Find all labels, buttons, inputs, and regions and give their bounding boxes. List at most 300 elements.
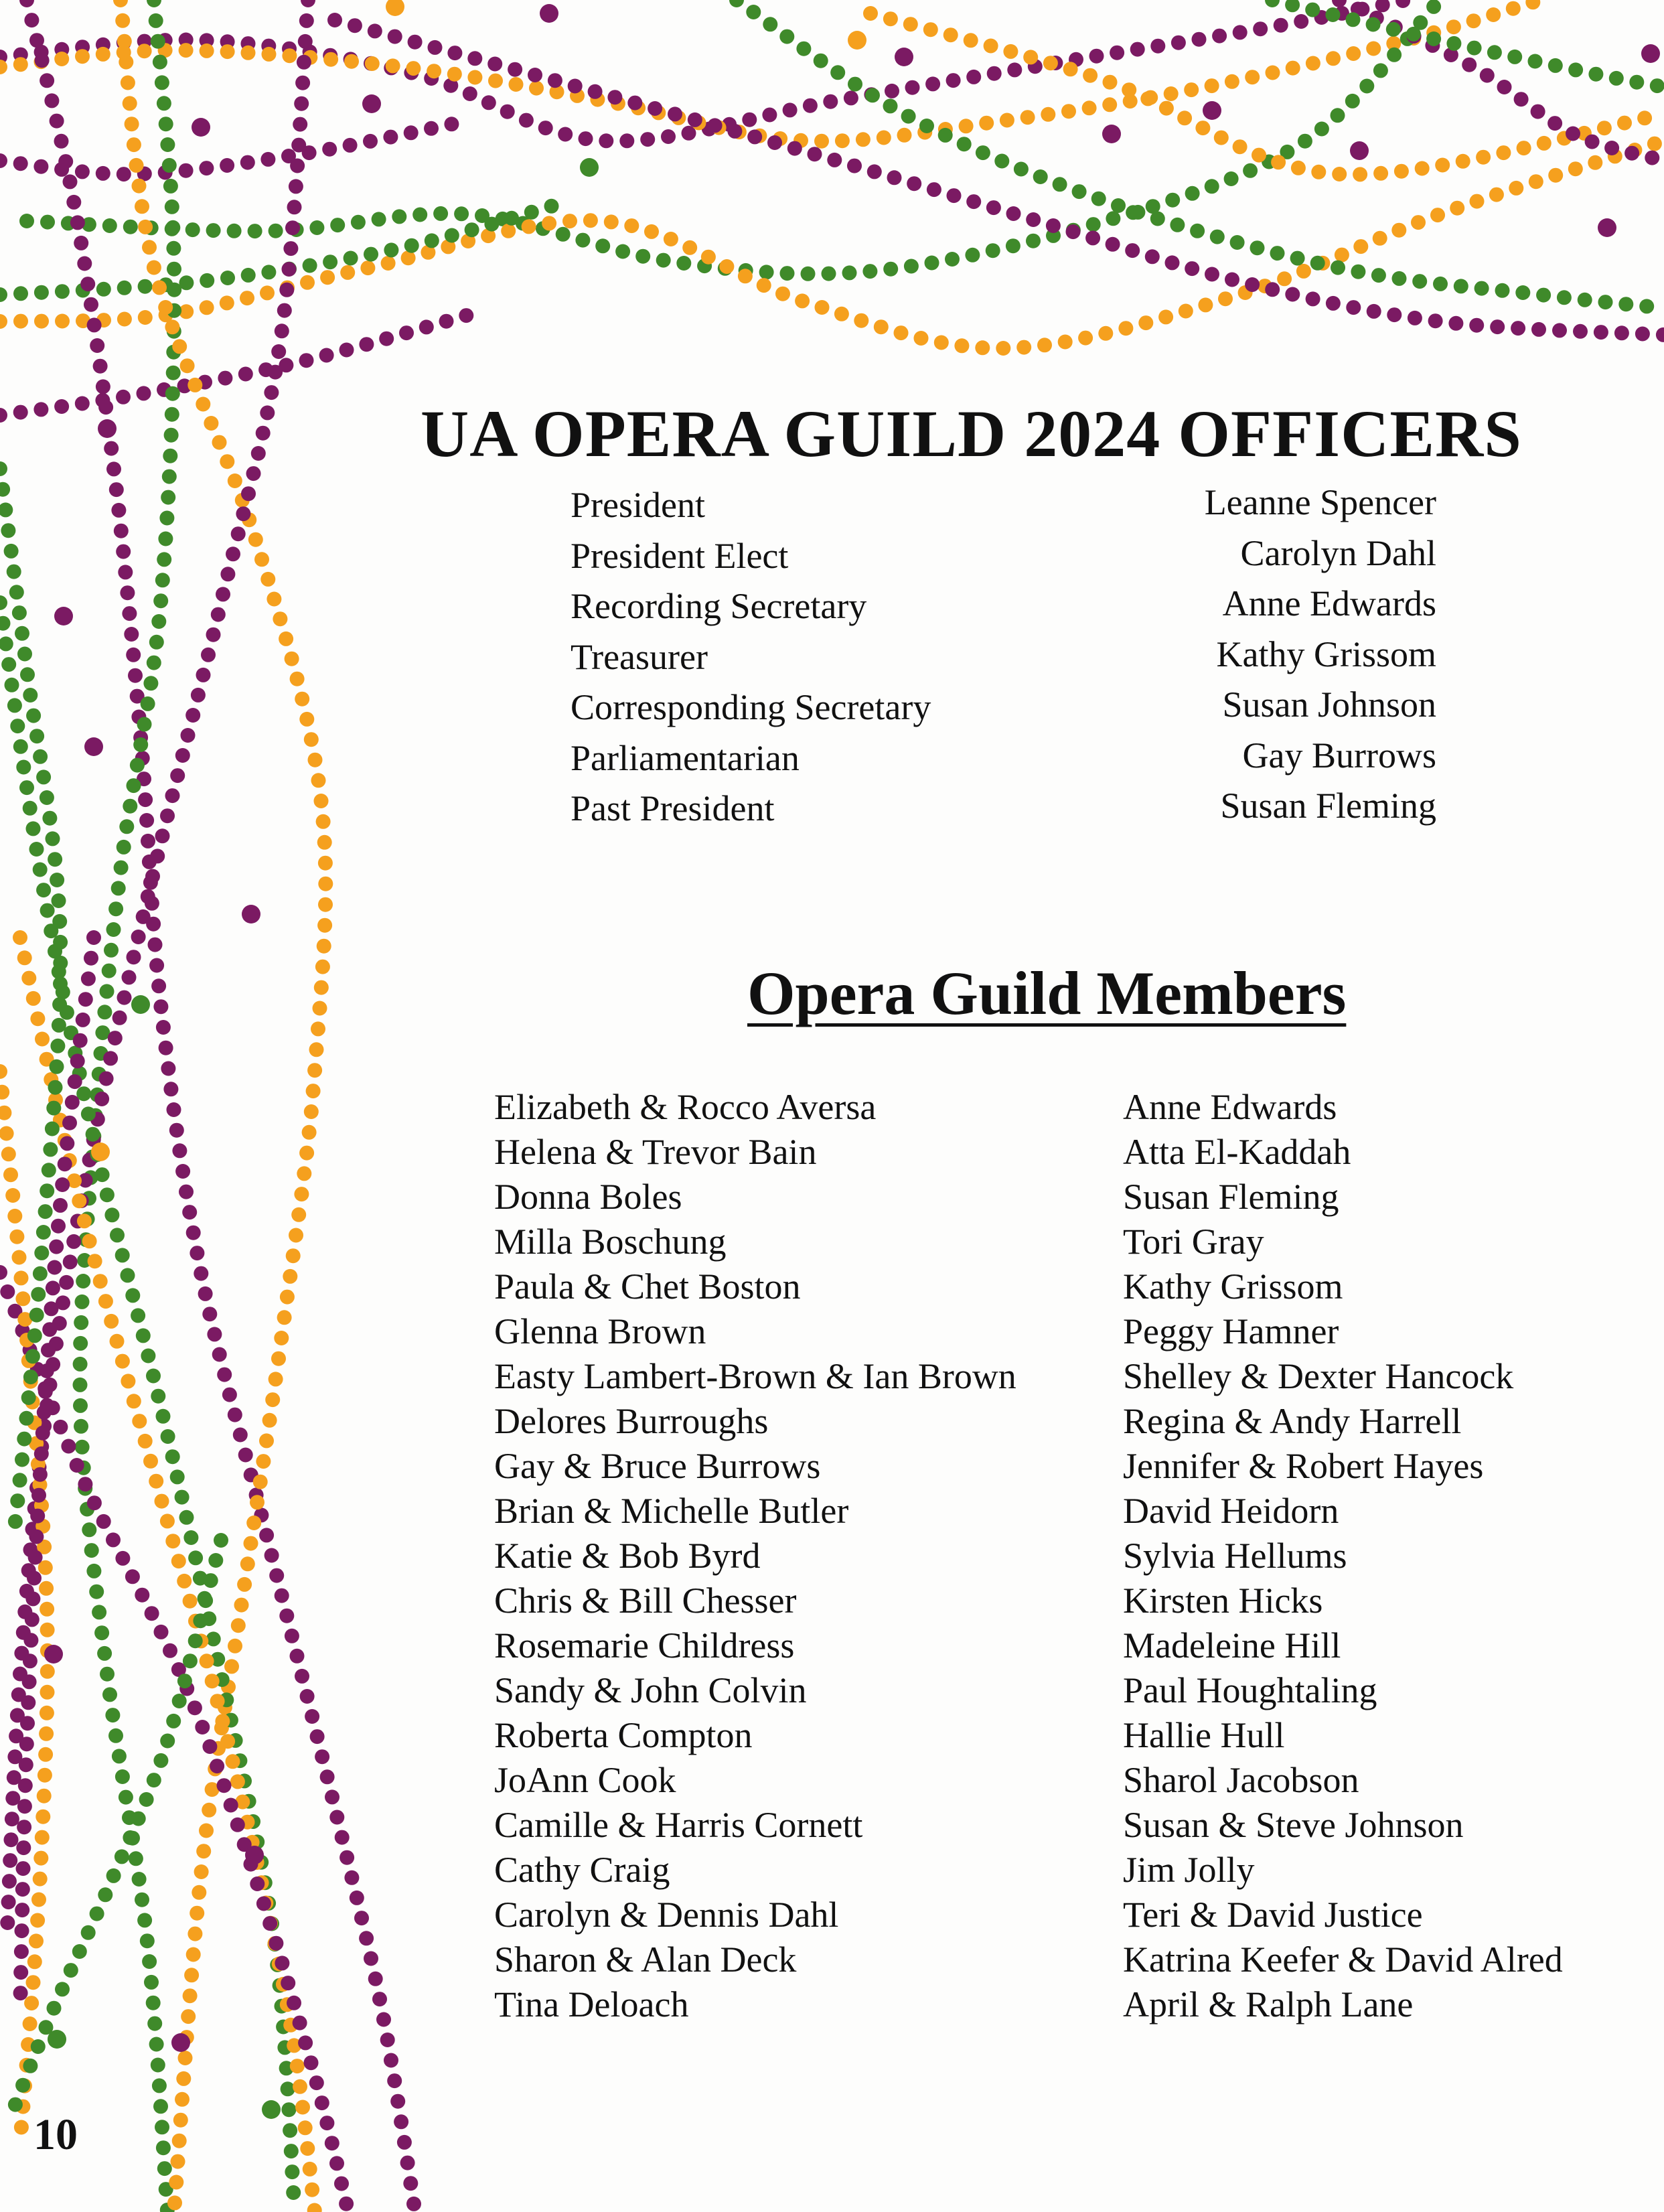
bead: [21, 1390, 36, 1405]
bead: [1006, 206, 1021, 221]
bead: [104, 943, 119, 958]
bead: [72, 1193, 86, 1208]
bead: [170, 768, 185, 783]
bead: [957, 137, 972, 151]
bead: [463, 86, 477, 101]
bead: [823, 94, 838, 109]
bead: [1353, 239, 1368, 254]
bead: [147, 2016, 162, 2031]
bead: [63, 174, 78, 189]
bead: [115, 1551, 130, 1566]
bead: [7, 565, 21, 579]
bead: [10, 719, 25, 733]
bead: [29, 1530, 44, 1544]
bead: [1406, 27, 1421, 42]
bead: [1266, 66, 1280, 80]
bead: [185, 222, 200, 237]
bead: [111, 881, 126, 895]
bead: [153, 2099, 168, 2114]
bead: [13, 156, 28, 171]
bead: [1158, 309, 1173, 324]
bead: [146, 1996, 161, 2010]
bead: [147, 0, 161, 7]
bead: [294, 1187, 309, 1201]
member-item: Shelley & Dexter Hancock: [1123, 1356, 1514, 1396]
bead: [701, 250, 716, 265]
bead: [211, 607, 226, 622]
bead: [59, 1275, 74, 1290]
bead: [343, 138, 358, 153]
bead: [97, 1646, 112, 1661]
bead: [179, 43, 194, 58]
bead: [240, 1556, 255, 1571]
bead: [305, 2183, 319, 2197]
bead: [135, 1588, 149, 1603]
officer-name: Anne Edwards: [1222, 583, 1436, 623]
bead: [803, 98, 818, 113]
bead: [120, 585, 135, 600]
bead: [814, 54, 828, 68]
bead: [286, 2185, 301, 2200]
bead: [250, 1876, 264, 1891]
bead: [727, 124, 742, 139]
bead: [195, 1720, 210, 1735]
bead: [64, 1963, 78, 1978]
bead: [187, 1700, 202, 1715]
bead: [171, 1554, 186, 1568]
bead: [138, 279, 153, 294]
bead: [155, 828, 170, 843]
bead: [220, 158, 234, 173]
bead-strand: [19, 0, 421, 2211]
bead: [34, 1447, 49, 1461]
bead: [1331, 261, 1345, 275]
bead: [315, 1749, 329, 1764]
bead: [1, 1895, 16, 1909]
bead: [384, 242, 398, 257]
bead: [165, 1534, 180, 1548]
bead: [151, 34, 165, 49]
bead: [1594, 325, 1608, 340]
bead: [986, 243, 1000, 258]
bead: [97, 1005, 112, 1019]
bead: [290, 2059, 305, 2073]
bead: [15, 1882, 30, 1897]
bead: [100, 1187, 115, 1202]
bead: [444, 117, 459, 131]
bead: [1395, 0, 1410, 8]
bead: [200, 44, 214, 58]
bead: [883, 262, 898, 277]
bead: [1511, 321, 1525, 336]
bead: [25, 1612, 40, 1627]
bead: [364, 1951, 378, 1966]
bead: [314, 980, 329, 995]
bead: [117, 34, 132, 49]
bead: [277, 303, 292, 318]
bead: [814, 134, 829, 149]
bead: [23, 1633, 38, 1647]
bead: [339, 1850, 354, 1865]
bead: [320, 270, 335, 285]
bead: [260, 152, 275, 167]
bead: [283, 241, 298, 256]
bead: [1118, 321, 1133, 336]
bead: [2, 1874, 17, 1889]
bead: [94, 1092, 109, 1106]
bead: [281, 2102, 296, 2117]
bead: [1326, 51, 1341, 66]
loose-bead: [91, 1142, 110, 1161]
bead: [142, 1954, 157, 1969]
bead: [317, 939, 331, 954]
bead: [1305, 3, 1320, 17]
bead: [269, 1936, 283, 1951]
bead: [927, 182, 941, 197]
bead: [58, 1157, 72, 1171]
bead: [23, 1370, 38, 1384]
bead: [975, 340, 990, 355]
bead: [0, 1915, 15, 1930]
bead: [779, 29, 794, 44]
bead: [767, 135, 782, 150]
bead: [394, 2114, 408, 2129]
member-item: Teri & David Justice: [1123, 1895, 1423, 1935]
bead: [290, 1649, 305, 1664]
bead: [160, 808, 175, 823]
bead: [161, 1061, 175, 1076]
bead: [269, 1372, 283, 1386]
bead: [1394, 164, 1409, 179]
bead: [39, 1726, 54, 1741]
bead: [427, 64, 441, 78]
bead: [70, 1053, 85, 1068]
officer-role: Corresponding Secretary: [571, 687, 931, 727]
bead: [13, 286, 28, 301]
bead: [282, 48, 297, 63]
bead-strand: [0, 117, 459, 181]
bead: [664, 232, 678, 246]
bead: [98, 1887, 112, 1902]
bead: [1373, 63, 1388, 78]
bead: [125, 1569, 140, 1584]
bead: [1138, 315, 1153, 330]
bead: [384, 2053, 398, 2068]
bead: [830, 65, 845, 80]
bead: [127, 778, 141, 793]
bead: [316, 814, 331, 829]
bead: [1568, 161, 1583, 176]
bead: [16, 1840, 31, 1855]
bead: [885, 84, 899, 98]
bead: [24, 13, 39, 27]
bead: [26, 991, 41, 1006]
bead: [285, 220, 300, 235]
member-item: Anne Edwards: [1123, 1087, 1337, 1127]
bead: [231, 1618, 246, 1633]
bead: [72, 1944, 87, 1959]
bead: [923, 22, 938, 37]
bead: [1225, 273, 1239, 287]
bead: [54, 52, 69, 66]
bead: [542, 216, 556, 230]
bead: [34, 1246, 49, 1260]
bead: [454, 206, 469, 221]
bead: [808, 147, 822, 161]
bead: [465, 222, 479, 237]
member-item: Susan Fleming: [1123, 1177, 1339, 1217]
bead: [179, 1510, 194, 1525]
bead: [1130, 205, 1145, 220]
bead: [13, 1473, 27, 1487]
bead: [1026, 234, 1041, 248]
bead: [240, 155, 255, 170]
bead: [1140, 91, 1155, 106]
officer-name: Susan Fleming: [1220, 786, 1436, 826]
bead: [60, 1136, 74, 1151]
bead: [37, 1405, 52, 1420]
bead: [52, 997, 67, 1012]
bead: [155, 2120, 169, 2134]
bead: [351, 215, 366, 230]
bead: [297, 55, 311, 70]
bead: [110, 1228, 125, 1242]
bead: [30, 1509, 45, 1524]
officer-name: Gay Burrows: [1242, 735, 1436, 776]
bead: [1497, 80, 1512, 94]
bead: [1103, 75, 1118, 90]
bead: [138, 310, 153, 325]
bead: [121, 1268, 135, 1282]
bead: [1332, 0, 1347, 7]
bead: [865, 88, 880, 102]
bead: [1110, 46, 1124, 60]
bead: [307, 1063, 322, 1078]
bead: [1598, 295, 1613, 309]
member-item: Sharon & Alan Deck: [494, 1939, 797, 1980]
bead: [1387, 48, 1402, 62]
bead: [1061, 104, 1076, 119]
bead: [1517, 141, 1531, 155]
bead: [1265, 282, 1280, 297]
loose-bead: [362, 94, 381, 113]
bead: [708, 118, 723, 133]
bead: [914, 331, 929, 346]
bead: [1298, 134, 1312, 149]
bead: [87, 317, 102, 332]
bead: [163, 1643, 177, 1658]
bead: [856, 132, 871, 147]
bead: [217, 1778, 232, 1793]
bead: [281, 1976, 295, 1990]
bead: [34, 314, 49, 329]
bead: [17, 1432, 31, 1447]
bead: [51, 1219, 66, 1234]
bead: [194, 1864, 209, 1879]
bead: [30, 1011, 45, 1026]
bead: [946, 73, 961, 88]
bead: [0, 482, 10, 497]
bead: [161, 1429, 175, 1444]
bead: [4, 1832, 19, 1847]
bead: [1528, 54, 1543, 69]
loose-bead: [84, 737, 103, 756]
bead: [137, 386, 151, 400]
bead: [115, 1849, 129, 1864]
bead: [676, 256, 691, 271]
bead: [883, 98, 898, 113]
bead: [1537, 136, 1552, 151]
bead: [177, 1574, 192, 1589]
bead: [41, 1343, 56, 1357]
bead: [156, 2140, 171, 2155]
bead: [264, 385, 279, 400]
bead: [115, 1769, 130, 1784]
bead: [158, 532, 173, 546]
bead: [96, 47, 110, 62]
bead: [113, 0, 128, 7]
member-item: Donna Boles: [494, 1177, 682, 1217]
bead: [102, 964, 117, 978]
bead: [62, 1116, 77, 1130]
bead: [96, 282, 111, 297]
bead: [976, 145, 990, 160]
bead: [311, 1021, 325, 1036]
bead: [300, 1689, 315, 1704]
bead: [185, 708, 200, 723]
bead: [264, 1548, 279, 1563]
bead: [23, 2016, 37, 2031]
bead: [40, 790, 54, 805]
loose-bead: [171, 2033, 190, 2052]
bead: [65, 1095, 80, 1110]
bead: [172, 2134, 187, 2148]
bead: [13, 1965, 28, 1980]
bead: [200, 300, 214, 315]
bead: [1225, 74, 1239, 89]
bead: [996, 341, 1010, 356]
bead: [1448, 316, 1463, 331]
bead: [334, 2177, 349, 2191]
bead: [98, 400, 113, 415]
bead: [212, 435, 227, 450]
bead: [259, 1528, 274, 1542]
bead: [114, 524, 129, 538]
bead: [562, 214, 577, 228]
bead: [1597, 121, 1612, 135]
bead: [0, 595, 7, 610]
bead: [8, 2097, 23, 2112]
bead: [204, 1573, 218, 1588]
bead: [329, 2156, 344, 2170]
officer-role: President Elect: [571, 535, 789, 576]
bead: [220, 44, 235, 59]
bead: [1245, 277, 1260, 292]
bead: [1373, 231, 1387, 246]
bead: [283, 2123, 297, 2138]
loose-bead: [1102, 125, 1121, 143]
bead: [50, 114, 64, 129]
bead: [42, 811, 57, 826]
bead: [153, 55, 167, 70]
bead: [1639, 299, 1654, 313]
bead: [36, 769, 51, 784]
bead: [344, 251, 358, 266]
bead: [1072, 184, 1087, 199]
bead: [3, 1853, 17, 1868]
bead: [325, 2136, 339, 2150]
bead: [75, 1295, 90, 1309]
bead: [1, 1147, 16, 1161]
bead: [315, 960, 330, 974]
bead: [1122, 82, 1136, 97]
bead: [217, 1368, 232, 1382]
bead: [273, 611, 287, 626]
officer-role: Recording Secretary: [571, 586, 867, 626]
bead: [277, 1310, 292, 1325]
bead: [53, 976, 68, 991]
bead: [163, 1082, 178, 1096]
bead: [251, 446, 266, 461]
bead: [241, 486, 256, 501]
member-item: Kirsten Hicks: [1123, 1580, 1323, 1621]
bead: [1466, 13, 1481, 28]
bead: [425, 233, 439, 248]
bead: [127, 137, 141, 152]
bead: [984, 39, 998, 54]
bead: [19, 1411, 34, 1426]
bead: [121, 1374, 135, 1388]
bead: [1252, 148, 1266, 163]
bead: [226, 546, 240, 561]
bead: [1033, 169, 1048, 184]
bead: [1165, 255, 1180, 270]
bead: [115, 1354, 130, 1369]
bead: [130, 758, 145, 773]
member-item: David Heidorn: [1123, 1491, 1339, 1531]
bead: [397, 2135, 412, 2150]
bead: [215, 1714, 230, 1728]
bead: [787, 141, 802, 156]
bead: [1366, 42, 1381, 56]
bead: [86, 1127, 100, 1142]
bead: [196, 397, 210, 412]
bead: [114, 861, 129, 875]
bead: [1020, 110, 1035, 125]
bead: [433, 206, 448, 221]
bead: [1373, 166, 1388, 181]
bead: [304, 2055, 319, 2070]
bead: [23, 801, 37, 816]
bead: [50, 1059, 64, 1074]
bead: [68, 1074, 82, 1089]
bead: [1016, 340, 1031, 355]
member-item: Chris & Bill Chesser: [494, 1580, 797, 1621]
bead: [548, 73, 562, 88]
bead: [173, 2113, 188, 2128]
bead: [150, 849, 165, 863]
bead: [297, 1166, 311, 1181]
bead: [9, 585, 24, 599]
bead: [289, 1228, 303, 1243]
bead: [248, 532, 263, 547]
bead: [149, 13, 163, 28]
bead: [1170, 218, 1185, 232]
bead: [1433, 277, 1448, 291]
bead: [0, 1284, 15, 1299]
bead: [135, 1893, 149, 1907]
bead: [261, 265, 276, 279]
